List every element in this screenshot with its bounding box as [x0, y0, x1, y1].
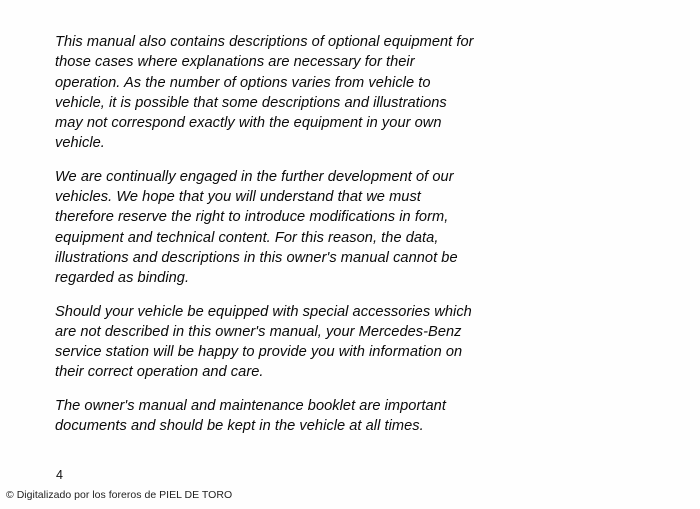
paragraph: We are continually engaged in the further development of our vehicles. We hope that you will understand that we must therefore reserve the right to introduce modifications in form, equipment and technical content. For this reason, the data, illustrations and descriptions in this owner's manual cannot be regarded as binding. — [55, 168, 458, 287]
page-number: 4 — [56, 468, 63, 482]
body-text — [55, 32, 475, 436]
paragraph: The owner's manual and maintenance booklet are important documents and should be kept in the vehicle at all times. — [55, 397, 446, 435]
footer-credit: © Digitalizado por los foreros de PIEL DE TORO — [6, 489, 233, 501]
paragraph: Should your vehicle be equipped with special accessories which are not described in this owner's manual, your Mercedes-Benz service station will be happy to provide you with information on their correct operation and care. — [55, 303, 472, 381]
paragraph: This manual also contains descriptions of optional equipment for those cases where explanations are necessary for their operation. As the number of options varies from vehicle to vehicle, it is possible that some descriptions and illustrations may not correspond exactly with the equipment in your own vehicle. — [55, 34, 474, 152]
